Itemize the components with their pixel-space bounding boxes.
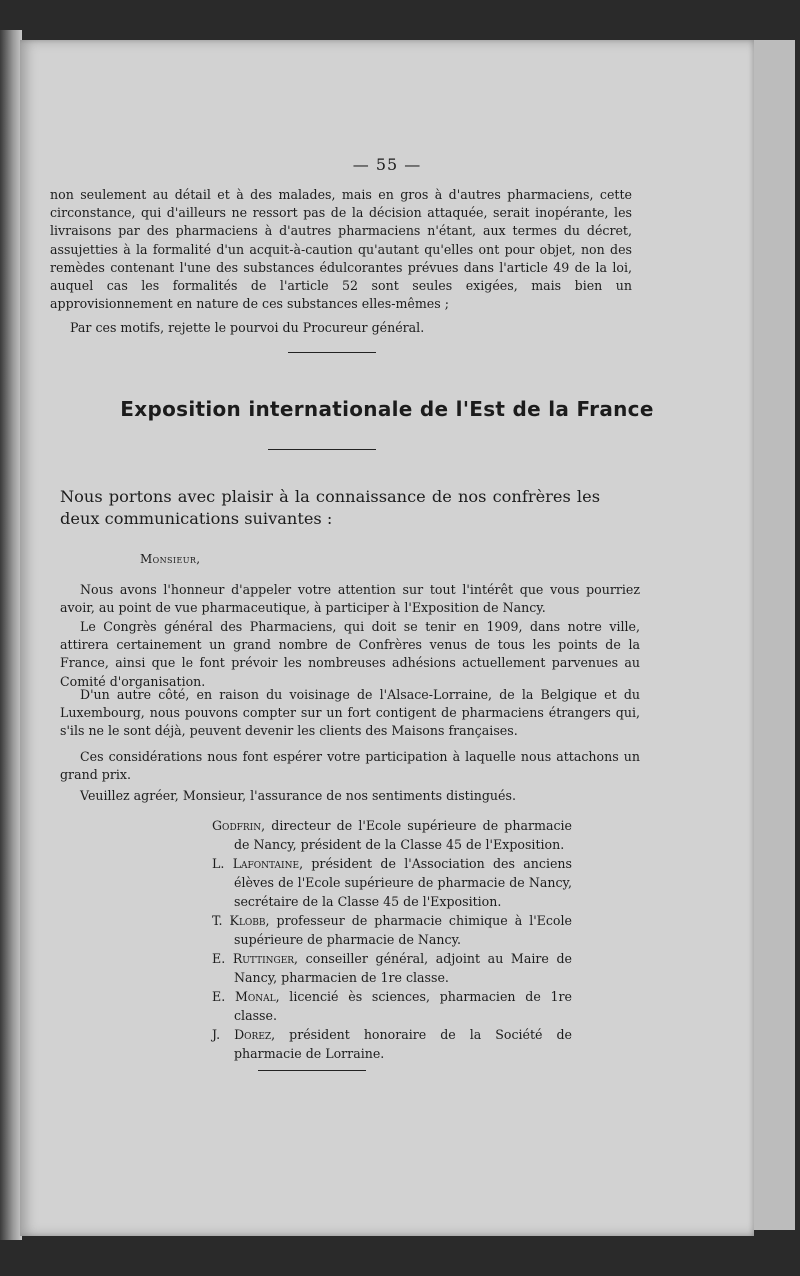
signatory-name: Lafontaine	[232, 856, 300, 871]
letter-paragraph: Le Congrès général des Pharmaciens, qui doit se tenir en 1909, dans notre ville, attirera certainement un grand nombre de Confrères venus de tous les points de la France, ainsi que le font prévoir les nombreuses adhésions actuellement parvenues au Comité d'organisation.	[60, 619, 640, 689]
signatory	[212, 987, 572, 1025]
signatory-initial: J.	[212, 1027, 235, 1042]
closing-rule	[258, 1070, 366, 1071]
signatory	[212, 816, 572, 854]
conclusion-paragraph: Par ces motifs, rejette le pourvoi du Procureur général.	[70, 320, 425, 335]
signatory-name: Ruttinger	[232, 951, 295, 966]
signatory-initial: E.	[212, 951, 233, 966]
signatory-role: , directeur de l'Ecole supérieure de pharmacie de Nancy, président de la Classe 45 de l'Exposition.	[234, 818, 572, 852]
signatory	[212, 911, 572, 949]
title-underline-rule	[268, 449, 376, 450]
letter-paragraph: Veuillez agréer, Monsieur, l'assurance de nos sentiments distingués.	[80, 788, 516, 803]
continuation-paragraph: non seulement au détail et à des malades, mais en gros à d'autres pharmaciens, cette circonstance, qui d'ailleurs ne ressort pas de la décision attaquée, serait inopérante, les livraisons par des pharmaciens à d'autres pharmaciens n'étant, aux termes du décret, assujetties à la formalité d'un acquit-à-caution qu'autant qu'elles ont pour objet, non des remèdes contenant l'une des substances édulcorantes prévues dans l'article 49 de la loi, auquel cas les formalités de l'article 52 sont seules exigées, mais bien un approvisionnement en nature de ces substances elles-mêmes ;	[50, 187, 632, 312]
signatory	[212, 949, 572, 987]
signatory-name: Klobb	[229, 913, 266, 928]
letter-paragraph: Ces considérations nous font espérer votre participation à laquelle nous attachons un grand prix.	[60, 749, 640, 783]
signatory-name: Dorez	[234, 1027, 272, 1042]
letter-paragraph: Nous avons l'honneur d'appeler votre attention sur tout l'intérêt que vous pourriez avoir, au point de vue pharmaceutique, à participer à l'Exposition de Nancy.	[60, 582, 640, 616]
signatory-initial: E.	[212, 989, 235, 1004]
signatories-list	[212, 816, 572, 1063]
letter-salutation: Monsieur,	[140, 552, 201, 566]
intro-paragraph: Nous portons avec plaisir à la connaissance de nos confrères les deux communications suivantes :	[60, 487, 600, 528]
signatory-role: , conseiller général, adjoint au Maire de Nancy, pharmacien de 1re classe.	[234, 951, 572, 985]
separator-rule	[288, 352, 376, 353]
book-spine-shadow	[0, 30, 22, 1240]
signatory-name: Monal	[234, 989, 276, 1004]
signatory-role: , président de l'Association des anciens élèves de l'Ecole supérieure de pharmacie de Nancy, secrétaire de la Classe 45 de l'Exposition.	[234, 856, 572, 909]
signatory-role: , président honoraire de la Société de pharmacie de Lorraine.	[234, 1027, 572, 1061]
letter-paragraph: D'un autre côté, en raison du voisinage de l'Alsace-Lorraine, de la Belgique et du Luxembourg, nous pouvons compter sur un fort contigent de pharmaciens étrangers qui, s'ils ne le sont déjà, peuvent devenir les clients des Maisons françaises.	[60, 687, 640, 739]
page-edge	[748, 40, 795, 1230]
signatory-initial: T.	[212, 913, 230, 928]
signatory-name: Godfrin	[212, 818, 262, 833]
signatory-role: , licencié ès sciences, pharmacien de 1re classe.	[234, 989, 572, 1023]
signatory	[212, 1025, 572, 1063]
signatory	[212, 854, 572, 911]
document-page	[20, 40, 754, 1236]
signatory-role: , professeur de pharmacie chimique à l'Ecole supérieure de pharmacie de Nancy.	[234, 913, 572, 947]
section-title: Exposition internationale de l'Est de la France	[120, 397, 654, 421]
signatory-initial: L.	[212, 856, 233, 871]
page-number: — 55 —	[352, 155, 422, 174]
